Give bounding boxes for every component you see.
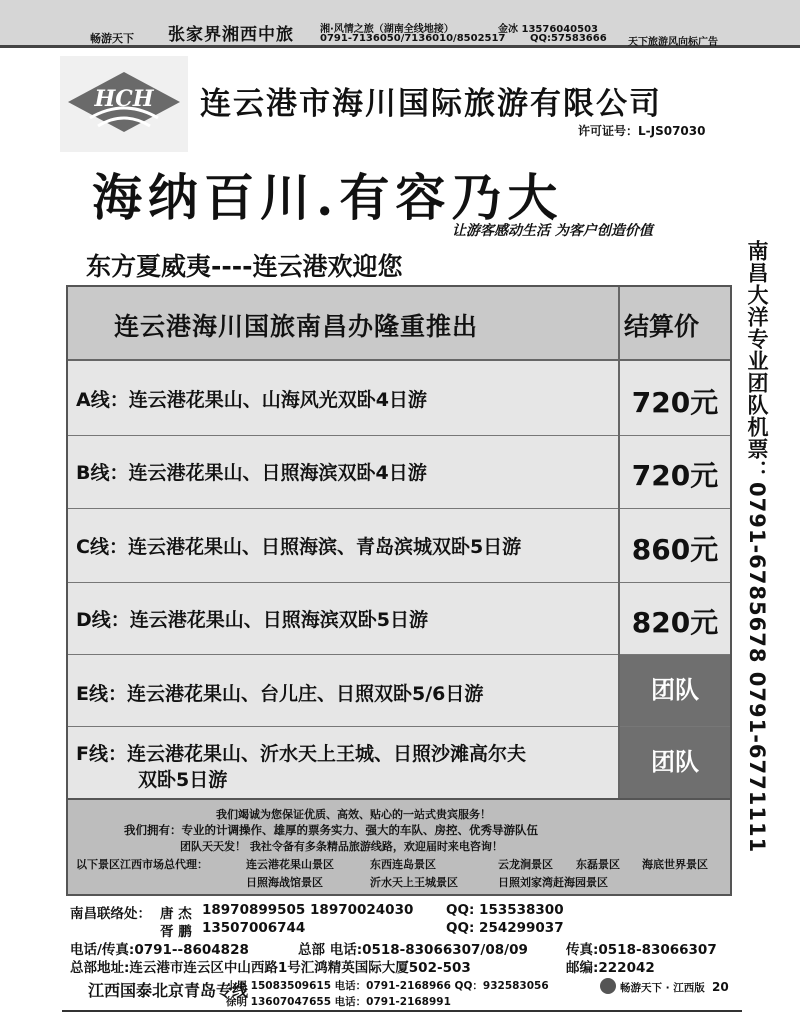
contact-phone: 13507006744 [202, 920, 306, 936]
page-number: 20 [712, 980, 729, 994]
table-row [68, 655, 730, 727]
scenic-spot: 沂水天上王城景区 [370, 876, 458, 889]
service-line-2: 我们拥有：专业的计调操作、雄厚的票务实力、强大的车队、房控、优秀导游队伍 [124, 823, 538, 837]
banner-main-title: 张家界湘西中旅 [168, 25, 294, 45]
agent-label: 以下景区江西市场总代理： [76, 858, 208, 871]
service-info-box [66, 800, 732, 896]
scenic-spot: 东西连岛景区 [370, 858, 436, 871]
service-line-3: 团队天天发！ 我社令备有多条精品旅游线路，欢迎届时来电咨询！ [180, 840, 503, 853]
banner-right-tag: 天下旅游风向标广告 [628, 37, 718, 48]
company-name: 连云港市海川国际旅游有限公司 [200, 86, 662, 122]
contact-phones: 18970899505 18970024030 [202, 902, 414, 918]
table-title: 连云港海川国旅南昌办隆重推出 [114, 312, 479, 341]
table-row [68, 436, 730, 509]
side-ticket-ad: 南昌大洋专业团队机票：0791-6785678 0791-6771111 [745, 240, 769, 854]
table-row [68, 361, 730, 436]
banner-line1: 湘·风情之旅（湖南全线地接） [320, 24, 454, 35]
team-price-badge: 团队 [620, 655, 730, 726]
table-row [68, 727, 730, 798]
tour-price-table [66, 285, 732, 800]
route-label: C线：连云港花果山、日照海滨、青岛滨城双卧5日游 [76, 536, 522, 558]
hq-tel: 总部 电话:0518-83066307/08/09 [298, 942, 528, 958]
footer-divider [62, 1010, 742, 1012]
column-divider [618, 287, 620, 798]
tel-fax: 电话/传真:0791--8604828 [70, 942, 249, 958]
service-line-1: 我们竭诚为您保证优质、高效、贴心的一站式贵宾服务！ [216, 808, 491, 821]
banner-left-tag: 畅游天下 [90, 32, 134, 45]
tagline: 让游客感动生活 为客户创造价值 [452, 223, 653, 239]
route-price: 860元 [631, 533, 719, 566]
price-column-header: 结算价 [624, 312, 700, 341]
route-label: E线：连云港花果山、台儿庄、日照双卧5/6日游 [76, 683, 484, 705]
zip-code: 邮编:222042 [566, 960, 655, 976]
banner-line2: 0791-7136050/7136010/8502517 [320, 33, 506, 44]
contact-qq: QQ: 254299037 [446, 920, 564, 936]
welcome-heading: 东方夏威夷----连云港欢迎您 [86, 252, 403, 281]
scenic-spot: 日照海战馆景区 [246, 876, 323, 889]
scenic-spot: 云龙涧景区 [498, 858, 553, 871]
company-logo [60, 56, 188, 152]
brand-badge-icon [600, 978, 616, 994]
route-price: 820元 [631, 606, 719, 639]
route-label: A线：连云港花果山、山海风光双卧4日游 [76, 389, 427, 411]
contact-name: 唐 杰 [160, 906, 192, 922]
route-price: 720元 [631, 459, 719, 492]
scenic-spot: 东磊景区 [576, 858, 620, 871]
hq-fax: 传真:0518-83066307 [566, 942, 717, 958]
scenic-spot: 海底世界景区 [642, 858, 708, 871]
table-row [68, 583, 730, 655]
table-row [68, 509, 730, 583]
office-label: 南昌联络处： [70, 906, 151, 922]
contact-name: 胥 鹏 [160, 924, 192, 940]
contact-qq: QQ: 153538300 [446, 902, 564, 918]
hch-logo-icon [60, 56, 188, 152]
slogan: 海纳百川.有容乃大 [92, 168, 564, 227]
license-number: 许可证号：L-JS07030 [578, 124, 706, 138]
footer-brand: 畅游天下 · 江西版 [620, 982, 705, 994]
footer-contact-1: 小周 15083509615 电话：0791-2168966 QQ：932583056 [226, 980, 549, 992]
route-label: B线：连云港花果山、日照海滨双卧4日游 [76, 462, 427, 484]
route-label: D线：连云港花果山、日照海滨双卧5日游 [76, 609, 428, 631]
team-price-badge: 团队 [620, 727, 730, 798]
footer-line-title: 江西国泰北京青岛专线 [88, 981, 249, 1000]
banner-contact: 金冰 13576040503 [498, 24, 599, 35]
table-header [68, 287, 730, 361]
scenic-spot: 连云港花果山景区 [246, 858, 334, 871]
logo-text: HCH [94, 86, 154, 112]
banner-qq: QQ:57583666 [530, 33, 607, 44]
scenic-spot: 日照刘家湾赶海园景区 [498, 876, 608, 889]
route-label: F线：连云港花果山、沂水天上王城、日照沙滩高尔夫 [76, 743, 526, 765]
route-price: 720元 [631, 386, 719, 419]
hq-address: 总部地址:连云港市连云区中山西路1号汇鸿精英国际大厦502-503 [70, 960, 471, 976]
footer-contact-2: 徐明 13607047655 电话：0791-2168991 [226, 996, 451, 1008]
route-label-cont: 双卧5日游 [138, 769, 228, 791]
